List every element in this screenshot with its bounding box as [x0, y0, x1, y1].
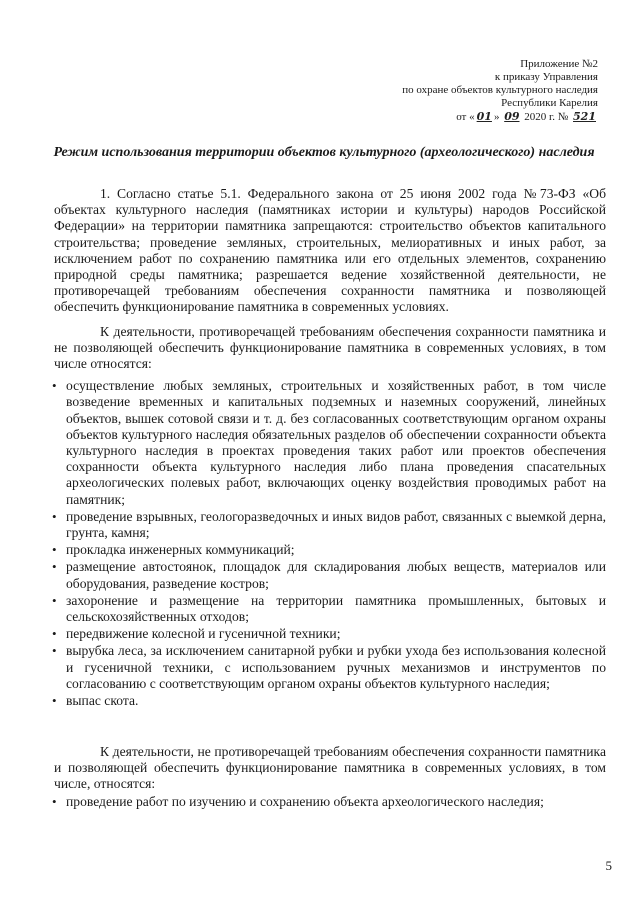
paragraph-1: 1. Согласно статье 5.1. Федерального закона от 25 июня 2002 года №73-ФЗ «Об объектах культурного наследия (памятниках истории и культуры) народов Российской Федерации» на территории памятника запрещаются: строительство объектов капитального строительства; проведение земляных, строительных, мелиоративных и иных работ, за исключением работ по сохранению памятника или его отдельных элементов, сохранению природной среды памятника; разрешается ведение хозяйственной деятельности, не противоречащей требованиям обеспечения сохранности памятника и позволяющей обеспечить функционирование памятника в современных условиях.	[54, 186, 606, 315]
appendix-line-region: Республики Карелия	[501, 97, 598, 109]
list-item: • размещение автостоянок, площадок для складирования любых веществ, материалов или оборудования, разведение костров;	[54, 559, 606, 591]
date-prefix: от «	[456, 111, 475, 123]
list-item: • прокладка инженерных коммуникаций;	[54, 542, 606, 558]
appendix-label: Приложение №2	[520, 58, 598, 70]
date-day-handwritten: 01	[476, 110, 492, 123]
page-number: 5	[605, 858, 612, 873]
list-item: • выпас скота.	[54, 693, 606, 709]
list-item: • передвижение колесной и гусеничной техники;	[54, 626, 606, 642]
prohibited-activities-list	[54, 378, 606, 709]
list-item: • осуществление любых земляных, строительных и хозяйственных работ, в том числе возведение временных и капитальных подземных и наземных сооружений, линейных объектов, вышек сотовой связи и т. д. без согласованных соответствующим органом охраны объектов культурного наследия обязательных разделов об обеспечении сохранности объекта культурного наследия в проектах проведения таких работ или проектов обеспечения сохранности объекта культурного наследия либо плана проведения спасательных археологических полевых работ, включающих оценку воздействия проводимых работ на памятник;	[54, 378, 606, 508]
list-item: • проведение взрывных, геологоразведочных и иных видов работ, связанных с выемкой дерна, грунта, камня;	[54, 509, 606, 541]
date-mid: »	[493, 111, 503, 123]
section-prohibited	[54, 186, 606, 710]
list-item: • захоронение и размещение на территории памятника промышленных, бытовых и сельскохозяйственных отходов;	[54, 593, 606, 625]
section-permitted	[54, 744, 606, 811]
appendix-header	[338, 58, 598, 124]
appendix-date-line	[338, 110, 598, 124]
appendix-line-authority: по охране объектов культурного наследия	[402, 84, 598, 96]
appendix-line-order: к приказу Управления	[494, 71, 598, 83]
paragraph-2: К деятельности, противоречащей требованиям обеспечения сохранности памятника и не позволяющей обеспечить функционирование памятника в современных условиях, в том числе относятся:	[54, 323, 606, 372]
list-item: • проведение работ по изучению и сохранению объекта археологического наследия;	[54, 794, 606, 810]
paragraph-3: К деятельности, не противоречащей требованиям обеспечения сохранности памятника и позволяющей обеспечить функционирование памятника в современных условиях, в том числе, относятся:	[54, 744, 606, 792]
list-item: • вырубка леса, за исключением санитарной рубки и рубки ухода без использования колесной и гусеничной техники, с использованием ручных механизмов и инструментов по согласованию с соответствующим органом охраны объектов культурного наследия;	[54, 643, 606, 692]
date-month-handwritten: 09	[504, 110, 520, 123]
order-number-handwritten: 521	[573, 110, 596, 123]
permitted-activities-list	[54, 794, 606, 810]
date-year: 2020 г. №	[521, 111, 572, 123]
document-title: Режим использования территории объектов культурного (археологического) наследия	[53, 145, 595, 160]
